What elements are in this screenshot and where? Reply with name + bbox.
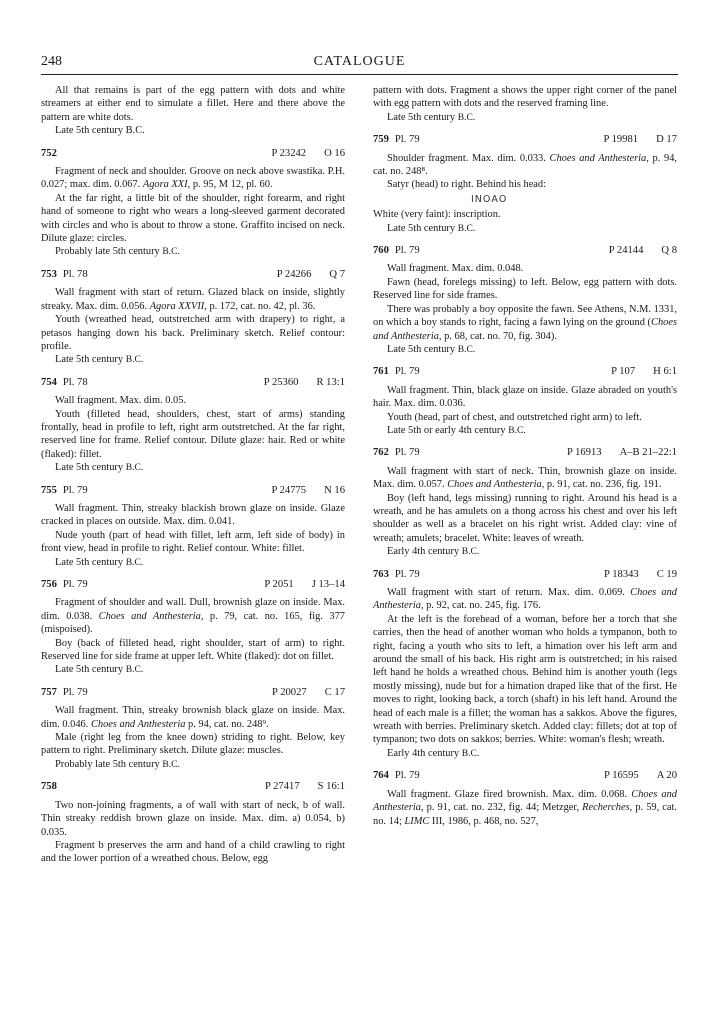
inventory-number: P 27417 — [264, 781, 300, 793]
entry-paragraph: Boy (left hand, legs missing) running to right. Around his head is a wreath, and he has amulets on a thong across his chest and over his left shoulder as well as a bracelet on his right wrist. Added clay: vine of wreath; amulets; bracelet. White: leaves of wreath. — [373, 492, 677, 544]
grid-reference: A 20 — [656, 770, 677, 782]
entry-paragraph: Nude youth (part of head with fillet, left arm, left side of body) in front view, head in profile to right. Relief contour. White: fillet. — [41, 529, 345, 555]
grid-reference: J 13–14 — [311, 579, 345, 590]
entry-ids — [246, 376, 345, 389]
entry-date: Late 5th century B.C. — [387, 111, 476, 123]
right-column — [373, 84, 677, 828]
entry-date: Late 5th century B.C. — [55, 354, 144, 366]
entry-paragraph: Shoulder fragment. Max. dim. 0.033. Choes and Anthesteria, p. 94, cat. no. 248⁸. — [373, 152, 677, 178]
entry-number: 762 Pl. 79 — [373, 447, 420, 459]
entry-date: Late 5th century B.C. — [387, 222, 476, 234]
grid-reference: N 16 — [324, 484, 345, 496]
catalogue-entry-continued — [373, 84, 677, 124]
entry-paragraph: Wall fragment with start of return. Glazed black on inside, slightly streaky. Max. dim. 0.056. Agora XXVII, p. 172, cat. no. 42, pl. 36. — [41, 287, 345, 312]
plate-reference: Pl. 79 — [394, 245, 420, 257]
plate-reference: Pl. 79 — [62, 484, 88, 496]
inventory-number: P 20027 — [272, 686, 307, 698]
entry-heading — [373, 365, 677, 378]
inventory-number: P 24775 — [271, 484, 307, 496]
entry-heading — [373, 244, 677, 257]
entry-paragraph: There was probably a boy opposite the fawn. See Athens, N.M. 1331, on which a boy stands to right, facing a fawn lying on the ground (Choes and Anthesteria, p. 68, cat. no. 70, fig. 304). — [373, 303, 677, 342]
plate-reference: Pl. 79 — [62, 579, 88, 590]
entry-date: Probably late 5th century B.C. — [55, 758, 180, 770]
inventory-number: P 18343 — [604, 568, 639, 580]
plate-reference: Pl. 79 — [62, 686, 88, 698]
grid-reference: H 6:1 — [653, 366, 677, 378]
entry-ids — [253, 147, 345, 160]
catalogue-entry — [373, 769, 677, 828]
left-entries — [41, 147, 345, 866]
entry-paragraph: Fragment b preserves the arm and hand of a child crawling to right and the lower portion of a wreathed chous. Below, egg — [41, 839, 345, 865]
entry-paragraph: Satyr (head) to right. Behind his head: — [387, 179, 547, 191]
grid-reference: S 16:1 — [317, 781, 345, 793]
catalogue-entry — [41, 780, 345, 865]
inventory-number: P 24266 — [276, 268, 312, 280]
inventory-number: P 2051 — [264, 579, 294, 590]
inventory-number: P 16913 — [566, 447, 602, 459]
entry-ids — [593, 365, 677, 378]
plate-reference: Pl. 79 — [394, 366, 420, 378]
grid-reference: C 19 — [656, 568, 677, 580]
entry-number: 764 Pl. 79 — [373, 770, 420, 782]
entry-paragraph: Two non-joining fragments, a of wall with start of neck, b of wall. Thin streaky reddish brown glaze on inside. Max. dim. a) 0.054, b) 0.035. — [41, 799, 345, 838]
inventory-number: P 107 — [611, 366, 636, 378]
plate-reference: Pl. 79 — [394, 568, 420, 580]
grid-reference: Q 7 — [329, 268, 345, 280]
entry-paragraph: Youth (wreathed head, outstretched arm with drapery) to right, a petasos hanging down his back. Preliminary sketch. Relief contour: profile. — [41, 314, 345, 352]
entry-paragraph: Youth (head, part of chest, and outstretched right arm) to left. — [387, 411, 642, 423]
catalogue-entry — [41, 268, 345, 367]
entry-date: Probably late 5th century B.C. — [55, 246, 180, 258]
running-title: CATALOGUE — [313, 54, 406, 69]
catalogue-entry — [373, 365, 677, 437]
left-column — [41, 84, 345, 866]
grid-reference: R 13:1 — [316, 376, 345, 388]
entry-number: 756 Pl. 79 — [41, 579, 88, 590]
plate-reference: Pl. 79 — [394, 447, 420, 459]
entry-heading — [373, 568, 677, 581]
catalogue-entry — [41, 686, 345, 771]
entry-date: Late 5th century B.C. — [387, 343, 476, 355]
page-number: 248 — [41, 54, 62, 69]
entry-heading — [41, 484, 345, 497]
entry-date: Early 4th century B.C. — [387, 747, 480, 759]
entry-number: 758 — [41, 781, 57, 793]
entry-ids — [549, 446, 677, 459]
header-rule — [41, 74, 678, 75]
entry-ids — [585, 133, 677, 146]
entry-ids — [246, 578, 345, 591]
right-entries — [373, 84, 677, 828]
entry-number: 761 Pl. 79 — [373, 366, 420, 378]
entry-paragraph: Fragment of shoulder and wall. Dull, brownish glaze on inside. Max. dim. 0.038. Choes and Anthesteria, p. 79, cat. no. 165, fig. 377 (mispoised). — [41, 597, 345, 636]
grid-reference: D 17 — [656, 134, 677, 146]
catalogue-entry — [373, 244, 677, 356]
entry-number: 757 Pl. 79 — [41, 686, 88, 698]
page-header — [41, 54, 678, 74]
entry-heading — [373, 769, 677, 782]
grid-reference: O 16 — [324, 147, 345, 159]
catalogue-entry — [41, 147, 345, 259]
entry-heading — [41, 780, 345, 793]
inventory-number: P 19981 — [603, 134, 639, 146]
entry-number: 754 Pl. 78 — [41, 376, 88, 388]
entry-heading — [41, 578, 345, 591]
entry-paragraph: Wall fragment. Max. dim. 0.048. — [387, 263, 524, 275]
entry-paragraph: Wall fragment. Max. dim. 0.05. — [55, 395, 187, 407]
entry-date: Late 5th or early 4th century B.C. — [387, 424, 526, 436]
entry-heading — [41, 147, 345, 160]
entry-paragraph: Boy (back of filleted head, right shoulder, start of arm) to right. Reserved line for side frame at upper left. White (flaked): dot on fillet. — [41, 637, 345, 663]
entry-ids — [591, 244, 677, 257]
entry-heading — [41, 686, 345, 699]
catalogue-entry — [41, 376, 345, 475]
inventory-number: P 25360 — [263, 376, 299, 388]
entry-paragraph: At the far right, a little bit of the shoulder, right forearm, and right hand of someone to right who wears a long-sleeved garment decorated with circles and who is about to throw a stone. Graffito incised on neck. Dilute glaze: circles. — [41, 192, 345, 245]
catalogue-entry — [373, 446, 677, 558]
entry-date: Late 5th century B.C. — [55, 556, 144, 568]
grid-reference: Q 8 — [661, 245, 677, 257]
entry-paragraph: Wall fragment. Thin, black glaze on inside. Glaze abraded on youth's hair. Max. dim. 0.036. — [373, 384, 677, 410]
entry-heading — [41, 268, 345, 281]
intro-text: All that remains is part of the egg pattern with dots and white streamers at either end to simulate a fillet. Here and there above the pattern are white dots. — [41, 85, 345, 123]
entry-paragraph: Male (right leg from the knee down) striding to right. Below, key pattern to right. Preliminary sketch. Dilute glaze: muscles. — [41, 732, 345, 757]
entry-ids — [259, 268, 345, 281]
entry-heading — [373, 133, 677, 146]
plate-reference: Pl. 78 — [62, 268, 88, 280]
plate-reference: Pl. 78 — [62, 376, 88, 388]
entry-paragraph: Youth (filleted head, shoulders, chest, start of arms) standing frontally, head in profile to left, right arm outstretched. At the far right, reserved line for frame. Relief contour. Dilute glaze: hair. Red or white (flaked): fillet. — [41, 408, 345, 460]
plate-reference: Pl. 79 — [394, 134, 420, 146]
entry-paragraph: White (very faint): inscription. — [373, 209, 501, 221]
entry-paragraph: Wall fragment with start of neck. Thin, brownish glaze on inside. Max. dim. 0.057. Choes and Anthesteria, p. 91, cat. no. 236, fig. 191. — [373, 465, 677, 491]
inventory-number: P 24144 — [608, 245, 644, 257]
entry-date: Late 5th century B.C. — [55, 462, 144, 474]
catalogue-entry — [373, 568, 677, 761]
inscription-text: ꓲNOΑΟ — [471, 193, 508, 205]
entry-paragraph: Wall fragment. Thin, streaky brownish black glaze on inside. Max. dim. 0.046. Choes and Anthesteria p. 94, cat. no. 248⁹. — [41, 705, 345, 730]
entry-number: 752 — [41, 147, 57, 159]
entry-date: Late 5th century B.C. — [55, 664, 144, 676]
entry-paragraph: Wall fragment with start of return. Max. dim. 0.069. Choes and Anthesteria, p. 92, cat. no. 245, fig. 176. — [373, 587, 677, 612]
entry-ids — [586, 568, 677, 581]
entry-ids — [253, 484, 345, 497]
entry-number: 760 Pl. 79 — [373, 245, 420, 257]
entry-ids — [247, 780, 345, 793]
intro-date: Late 5th century B.C. — [55, 125, 145, 137]
catalogue-entry — [41, 578, 345, 677]
entry-number: 755 Pl. 79 — [41, 484, 88, 496]
entry-paragraph: pattern with dots. Fragment a shows the upper right corner of the panel with egg pattern with dots and the reserved framing line. — [373, 85, 677, 110]
grid-reference: C 17 — [324, 686, 345, 698]
entry-ids — [586, 769, 677, 782]
entry-heading — [41, 376, 345, 389]
plate-reference: Pl. 79 — [394, 770, 420, 782]
inventory-number: P 16595 — [604, 770, 639, 782]
entry-paragraph: Fawn (head, forelegs missing) to left. Below, egg pattern with dots. Reserved line for side frames. — [373, 276, 677, 302]
entry-paragraph: At the left is the forehead of a woman, before her a torch that she carries, then the head of another woman who holds a tympanon, both to right, facing a youth who sits to left, a himation over his left arm and around the small of his back. His right arm is outstretched; in his raised left hand he holds a wreathed chous. Behind him is another youth (legs mostly missing), nude but for a himation draped like that of the first. He moves to right, looking back, a torch (shaft) in his left hand. Around the head of each male is a fillet; the woman has a sakkos. Above the figures, wreath with berries. Preliminary sketch. Added clay: fillets; dot at top of tympanon; two dots on sakkos; berries. White: woman's flesh; wreath. — [373, 613, 677, 746]
entry-paragraph: Wall fragment. Thin, streaky blackish brown glaze on inside. Glaze cracked in places on outside. Max. dim. 0.041. — [41, 502, 345, 528]
entry-heading — [373, 446, 677, 459]
catalogue-entry — [41, 484, 345, 569]
catalogue-entry — [373, 133, 677, 235]
entry-paragraph: Fragment of neck and shoulder. Groove on neck above swastika. P.H. 0.027; max. dim. 0.067. Agora XXI, p. 95, M 12, pl. 60. — [41, 166, 345, 191]
entry-ids — [254, 686, 345, 699]
entry-paragraph: Wall fragment. Glaze fired brownish. Max. dim. 0.068. Choes and Anthesteria, p. 91, cat. no. 232, fig. 44; Metzger, Recherches, p. 59, cat. no. 14; LIMC III, 1986, p. 468, no. 527, — [373, 788, 677, 827]
entry-number: 763 Pl. 79 — [373, 568, 420, 580]
grid-reference: A–B 21–22:1 — [619, 447, 677, 459]
entry-number: 759 Pl. 79 — [373, 134, 420, 146]
entry-date: Early 4th century B.C. — [387, 546, 480, 558]
entry-number: 753 Pl. 78 — [41, 268, 88, 280]
inventory-number: P 23242 — [271, 147, 307, 159]
